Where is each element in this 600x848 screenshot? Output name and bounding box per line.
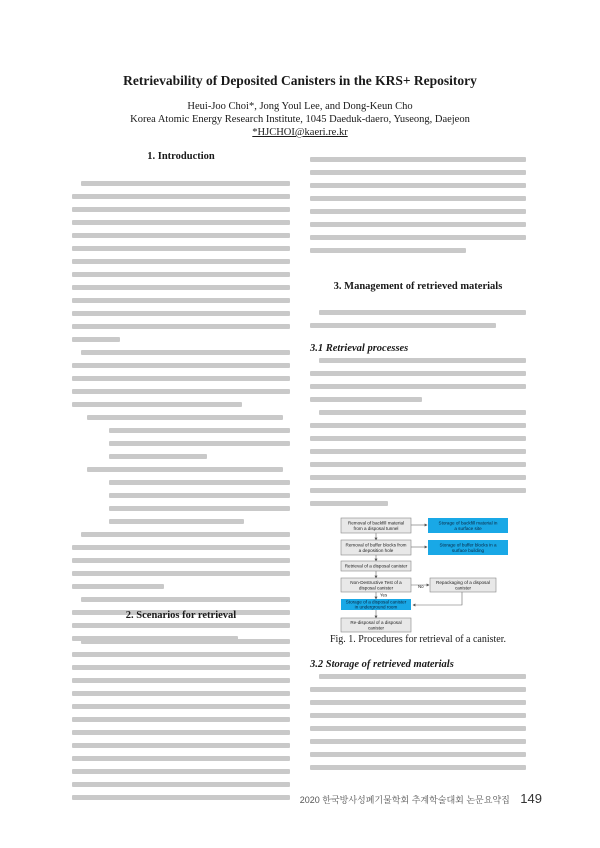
- flow-node-remove-backfill: [341, 518, 411, 533]
- svg-text:disposal canister: disposal canister: [358, 585, 394, 591]
- authors: Heui-Joo Choi*, Jong Youl Lee, and Dong-Keun Cho: [187, 101, 413, 112]
- svg-text:a surface site: a surface site: [454, 526, 482, 531]
- flow-node-redisposal: [341, 618, 411, 632]
- svg-text:Removal of backfill material: Removal of backfill material: [347, 520, 405, 526]
- email-link[interactable]: *HJCHOI@kaeri.re.kr: [252, 127, 348, 138]
- flow-node-store-buffer: [428, 540, 508, 555]
- page-footer: [300, 790, 542, 808]
- svg-text:surface building: surface building: [451, 548, 485, 553]
- flow-node-retrieve-canister: [341, 561, 411, 571]
- paper-title: Retrievability of Deposited Canisters in the KRS+ Repository: [123, 73, 477, 88]
- edge-label-yes: Yes: [380, 592, 388, 598]
- scenarios-body-continued: [310, 157, 526, 261]
- heading-retrieval-processes: 3.1 Retrieval processes: [310, 343, 409, 354]
- storage-body: [310, 674, 526, 778]
- scenarios-body: [72, 639, 290, 808]
- heading-scenarios: 2. Scenarios for retrieval: [125, 610, 237, 621]
- flow-node-nondestructive-test: [341, 578, 411, 592]
- svg-text:canister: canister: [454, 585, 472, 591]
- svg-text:Retrieval of a disposal canist: Retrieval of a disposal canister: [344, 563, 408, 569]
- flow-node-remove-buffer: [341, 540, 411, 555]
- svg-text:Storage of backfill material i: Storage of backfill material in: [438, 520, 498, 526]
- svg-text:Storage of a disposal canister: Storage of a disposal canister: [345, 599, 407, 605]
- retrieval-flowchart: [336, 516, 526, 634]
- svg-text:from a disposal tunnel: from a disposal tunnel: [353, 526, 399, 531]
- svg-text:Removal of buffer blocks from: Removal of buffer blocks from: [345, 542, 407, 548]
- svg-text:Non-Destructive Test of a: Non-Destructive Test of a: [350, 580, 402, 585]
- flow-node-store-backfill: [428, 518, 508, 533]
- retrieval-processes-body: [310, 358, 526, 514]
- flow-node-repackaging: [430, 578, 496, 592]
- svg-text:in underground room: in underground room: [354, 604, 398, 610]
- introduction-body: [72, 181, 290, 649]
- svg-text:canister: canister: [367, 625, 385, 631]
- management-body: [310, 310, 526, 336]
- email-line: [0, 127, 600, 138]
- svg-text:Re-disposal of a disposal: Re-disposal of a disposal: [350, 620, 402, 625]
- heading-storage: 3.2 Storage of retrieved materials: [310, 659, 454, 670]
- heading-introduction: 1. Introduction: [147, 151, 215, 162]
- figure-caption: Fig. 1. Procedures for retrieval of a canister.: [329, 634, 507, 645]
- svg-text:a deposition hole: a deposition hole: [358, 548, 394, 553]
- heading-management: 3. Management of retrieved materials: [333, 281, 503, 292]
- proceedings-name: 2020 한국방사성폐기물학회 추계학술대회 논문요약집: [299, 795, 510, 805]
- svg-text:Storage of buffer blocks in a: Storage of buffer blocks in a: [439, 542, 497, 548]
- affiliation: Korea Atomic Energy Research Institute, 1045 Daeduk-daero, Yuseong, Daejeon: [130, 114, 470, 125]
- svg-text:Repackaging of a disposal: Repackaging of a disposal: [436, 580, 490, 585]
- edge-label-no: No: [418, 584, 424, 589]
- flow-node-store-canister: [341, 599, 411, 610]
- page-number: 149: [520, 791, 542, 806]
